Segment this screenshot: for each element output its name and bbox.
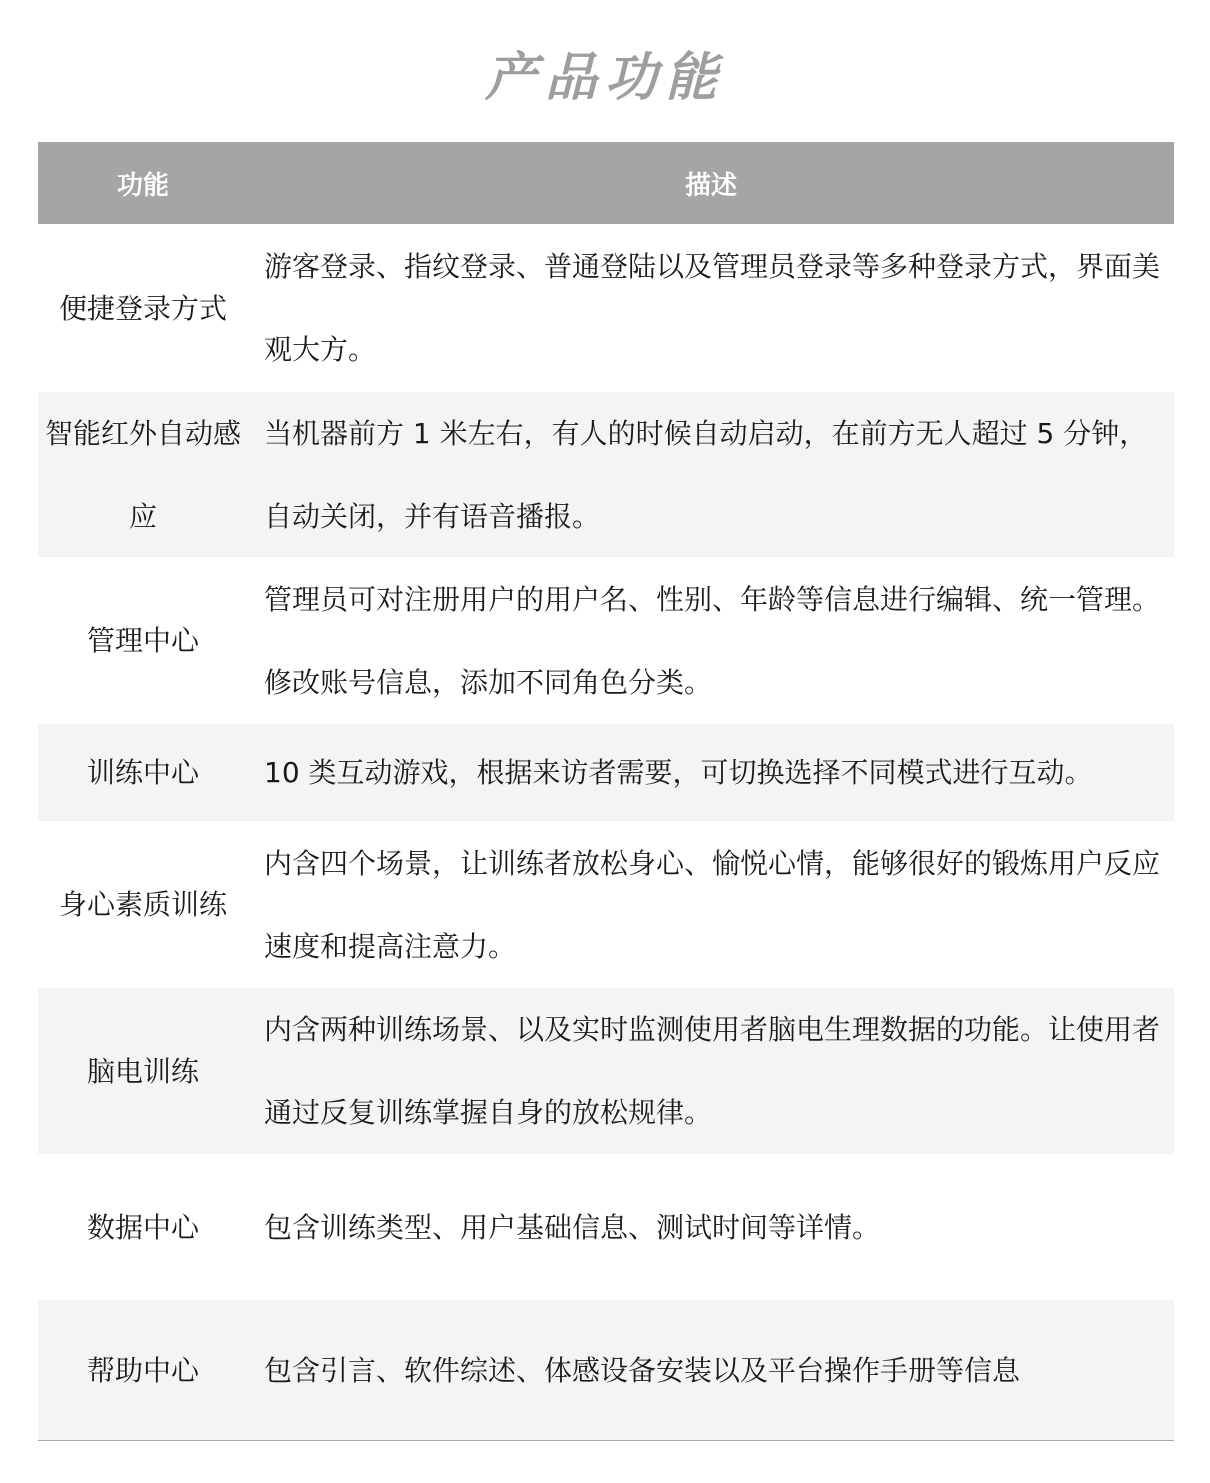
feature-cell: 数据中心 xyxy=(86,1210,199,1244)
feature-cell: 训练中心 xyxy=(86,756,199,789)
table-row xyxy=(38,224,1174,392)
header-feature: 功能 xyxy=(116,170,169,201)
description-cell: 当机器前方 1 米左右，有人的时候自动启动，在前方无人超过 5 分钟，自动关闭，并有语音播报。 xyxy=(264,416,1148,533)
description-cell: 10 类互动游戏，根据来访者需要，可切换选择不同模式进行互动。 xyxy=(264,756,1093,789)
feature-cell: 帮助中心 xyxy=(86,1353,199,1387)
table-row xyxy=(38,1154,1174,1300)
feature-cell: 脑电训练 xyxy=(86,1054,199,1088)
description-cell: 包含引言、软件综述、体感设备安装以及平台操作手册等信息 xyxy=(264,1353,1021,1387)
description-cell: 内含两种训练场景、以及实时监测使用者脑电生理数据的功能。让使用者通过反复训练掌握自身的放松规律。 xyxy=(264,1013,1161,1129)
table-row xyxy=(38,724,1174,821)
description-cell: 内含四个场景，让训练者放松身心、愉悦心情，能够很好的锻炼用户反应速度和提高注意力。 xyxy=(264,846,1161,963)
feature-cell: 身心素质训练 xyxy=(58,888,227,921)
feature-cell: 管理中心 xyxy=(86,624,199,657)
feature-table xyxy=(38,142,1174,1441)
feature-cell: 便捷登录方式 xyxy=(58,291,227,325)
header-description: 描述 xyxy=(684,170,737,201)
table-header xyxy=(38,142,1174,224)
table-row xyxy=(38,1300,1174,1440)
description-cell: 游客登录、指纹登录、普通登陆以及管理员登录等多种登录方式，界面美观大方。 xyxy=(264,250,1161,366)
page-title: 产品功能 xyxy=(484,47,725,108)
feature-cell: 智能红外自动感应 xyxy=(44,416,241,533)
table-row xyxy=(38,392,1174,557)
description-cell: 管理员可对注册用户的用户名、性别、年龄等信息进行编辑、统一管理。修改账号信息，添加不同角色分类。 xyxy=(264,582,1161,699)
description-cell: 包含训练类型、用户基础信息、测试时间等详情。 xyxy=(264,1210,881,1244)
table-row xyxy=(38,988,1174,1154)
table-row xyxy=(38,557,1174,724)
table-row xyxy=(38,821,1174,988)
